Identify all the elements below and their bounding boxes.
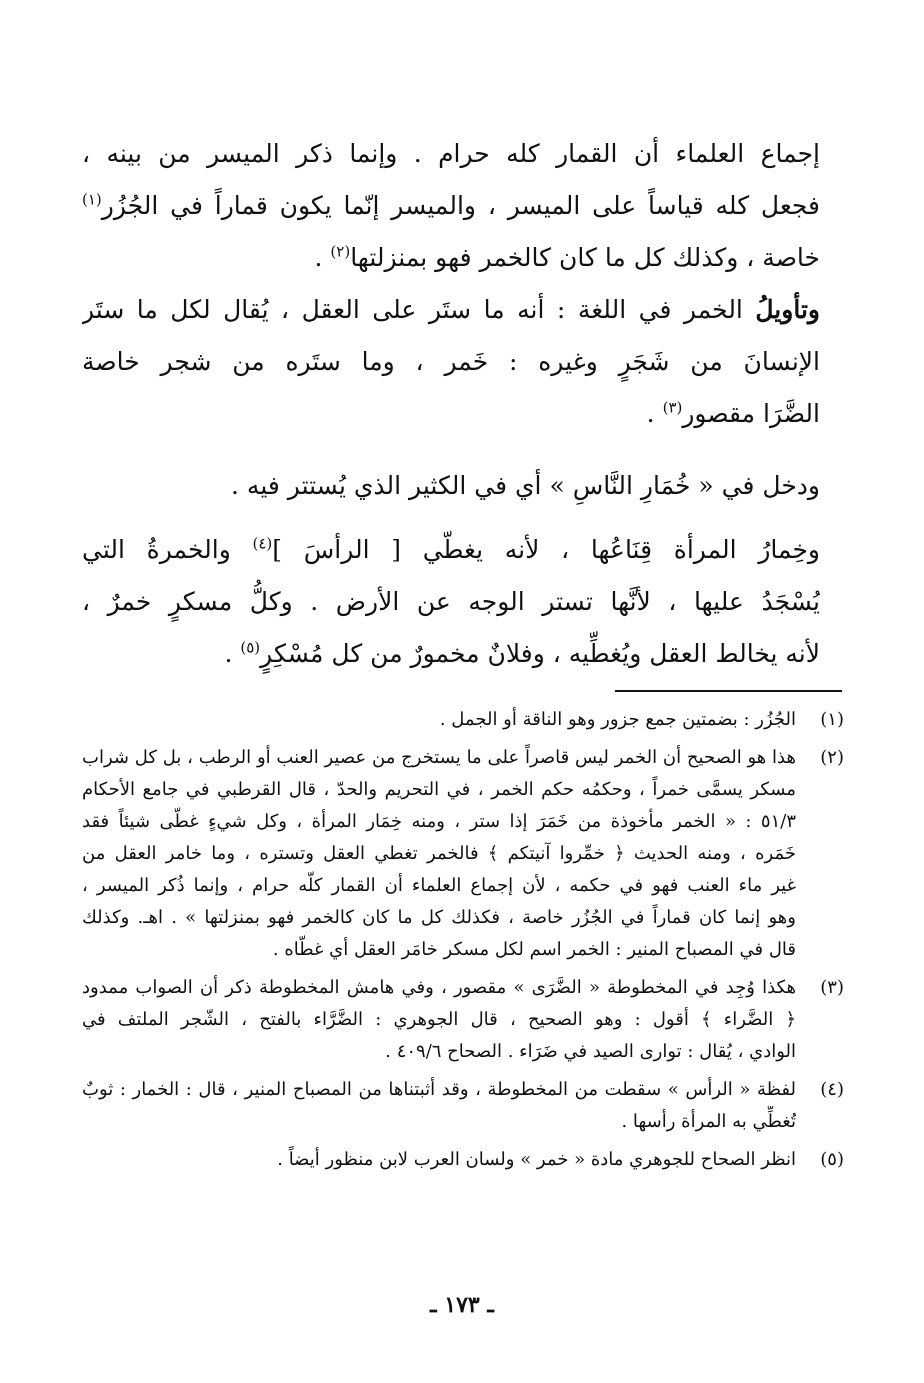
- paragraph-gap: [82, 512, 820, 524]
- text-span: الضَّرَا مقصور: [682, 399, 820, 428]
- text-line: [82, 284, 820, 336]
- text-line: [82, 180, 820, 232]
- footnote-2: [82, 742, 844, 966]
- text-line: [82, 524, 820, 576]
- footnote-body: [82, 1074, 796, 1138]
- text-span: .: [224, 639, 241, 668]
- text-line: [82, 232, 820, 284]
- footnote-line: هكذا وُجِد في المخطوطة « الضَّرَى » مقصور ، وفي هامش المخطوطة ذكر أن الصواب ممدود: [82, 977, 796, 998]
- text-span: والخمرةُ التي: [82, 535, 253, 564]
- page-number: ـ ١٧٣ ـ: [430, 1292, 494, 1318]
- text-span: إجماع العلماء أن القمار كله حرام . وإنما ذكر الميسر من بينه ،: [82, 139, 820, 168]
- footnote-ref[interactable]: (٢): [330, 242, 351, 261]
- footnote-line: الجُزُر : بضمتين جمع جزور وهو الناقة أو الجمل .: [439, 709, 796, 730]
- footnote-number: (٥): [820, 1149, 844, 1170]
- footnote-number: (٤): [820, 1079, 844, 1100]
- text-line: [82, 336, 820, 388]
- footnote-line: وهو إنما كان قماراً في الجُزُر خاصة ، فكذلك كل ما كان كالخمر فهو بمنزلتها » . اهـ. وكذلك: [82, 907, 796, 928]
- footnote-body: [82, 742, 796, 966]
- footnote-ref[interactable]: (٥): [240, 638, 261, 657]
- text-span: يُسْجَدُ عليها ، لأنَّها تستر الوجه عن الأرض . وكلُّ مسكرٍ خمرٌ ،: [82, 587, 820, 616]
- footnote-line: مسكر يسمَّى خمراً ، وحكمُه حكم الخمر ، في التحريم والحدّ ، قال القرطبي في جامع الأحكام: [82, 779, 796, 800]
- footnote-number: (٢): [820, 747, 844, 768]
- text-line: [82, 460, 820, 512]
- text-line: [82, 576, 820, 628]
- text-span: ودخل في « خُمَارِ النَّاسِ » أي في الكثير الذي يُستتر فيه .: [231, 471, 820, 500]
- footnote-line: الوادي ، يُقال : توارى الصيد في ضَرَاء . الصحاح ٤٠٩/٦ .: [385, 1041, 796, 1062]
- main-text: [82, 128, 820, 680]
- footnote-line: تُغطِّي به المرأة رأسها .: [621, 1111, 796, 1132]
- text-span: .: [646, 399, 663, 428]
- text-span: فجعل كله قياساً على الميسر ، والميسر إنّما يكون قماراً في الجُزُر: [101, 191, 820, 220]
- text-span: الإنسانَ من شَجَرٍ وغيره : خَمر ، وما ستَره من شجر خاصة: [82, 347, 820, 376]
- text-line: [82, 388, 820, 440]
- text-span: وخِمارُ المرأة قِنَاعُها ، لأنه يغطّي [ الرأسَ ]: [272, 535, 820, 564]
- text-span: .: [314, 243, 331, 272]
- footnote-body: [82, 704, 796, 736]
- footnote-line: لفظة « الرأس » سقطت من المخطوطة ، وقد أثبتناها من المصباح المنير ، قال : الخمار : ثوبٌ: [82, 1079, 796, 1100]
- footnote-ref[interactable]: (٤): [252, 534, 273, 553]
- footnote-ref[interactable]: (٣): [662, 398, 683, 417]
- footnote-line: ﴿ الضَّراء ﴾ أقول : وهو الصحيح ، قال الجوهري : الضَّرَّاء بالفتح ، الشّجر الملتف في: [82, 1009, 796, 1030]
- footnote-line: قال في المصباح المنير : الخمر اسم لكل مسكر خامَر العقل أي غطّاه .: [272, 939, 796, 960]
- paragraph-gap: [82, 440, 820, 460]
- footnote-line: غير ماء العنب فهو في حكمه ، لأن إجماع العلماء أن القمار كلّه حرام ، وإنما ذُكر الميسر ،: [82, 875, 796, 896]
- text-span: الخمر في اللغة : أنه ما ستَر على العقل ، يُقال لكل ما ستَر: [82, 295, 756, 324]
- text-span: خاصة ، وكذلك كل ما كان كالخمر فهو بمنزلتها: [350, 243, 820, 272]
- footnote-line: ٥١/٣ : « الخمر مأخوذة من خَمَرَ إذا ستر ، ومنه خِمَار المرأة ، وكل شيءٍ غطّى شيئاً فقد: [82, 811, 796, 832]
- footnote-number: (٣): [820, 977, 844, 998]
- footnote-line: خَمَره ، ومنه الحديث ﴿ خمِّروا آنيتكم ﴾ فالخمر تغطي العقل وتستره ، وما خامر العقل من: [82, 843, 796, 864]
- footnotes: [82, 704, 844, 1182]
- footnote-3: [82, 972, 844, 1068]
- footnote-line: هذا هو الصحيح أن الخمر ليس قاصراً على ما يستخرج من عصير العنب أو الرطب ، بل كل شراب: [82, 747, 796, 768]
- bold-term: وتأويلُ: [755, 295, 820, 324]
- footnote-separator: [615, 690, 842, 692]
- text-line: [82, 128, 820, 180]
- footnote-ref[interactable]: (١): [82, 190, 102, 209]
- footnote-5: [82, 1144, 844, 1176]
- footnote-number: (١): [820, 709, 844, 730]
- footnote-4: [82, 1074, 844, 1138]
- footnote-line: انظر الصحاح للجوهري مادة « خمر » ولسان العرب لابن منظور أيضاً .: [277, 1149, 796, 1170]
- footnote-body: [82, 1144, 796, 1176]
- footnote-1: [82, 704, 844, 736]
- footnote-body: [82, 972, 796, 1068]
- text-line: [82, 628, 820, 680]
- text-span: لأنه يخالط العقل ويُغطِّيه ، وفلانٌ مخمورٌ من كل مُسْكِرٍ: [260, 639, 820, 668]
